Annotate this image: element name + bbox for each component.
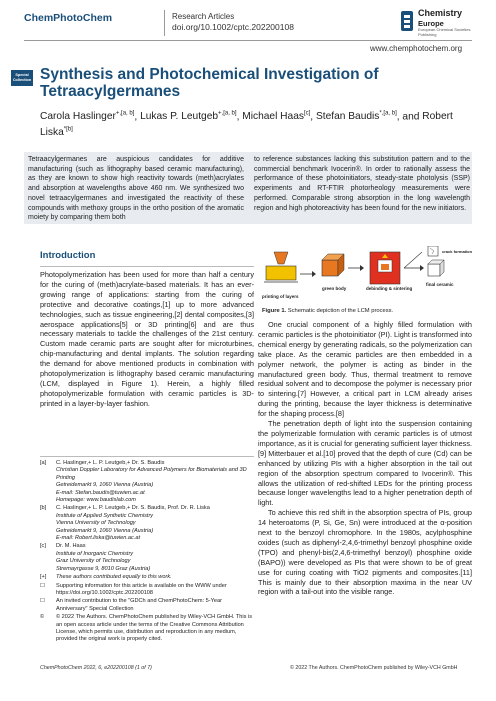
publisher-name-line1: Chemistry — [418, 8, 463, 18]
figure-label: debinding & sintering — [366, 286, 413, 291]
document-icon: ☐ — [40, 582, 46, 589]
author: Robert Liska$^{*[b]}$ — [40, 111, 453, 138]
header-rule — [24, 40, 472, 41]
intro-paragraph: Photopolymerization has been used for more than half a century for the curing of (meth)acrylate-based materials. It has an ever-growing range of applications: starting from the curing of protective and decorative coatings,[1] up to more advanced technologies, such as tissue engineering,[2] dental composites,[3] aerospace applications[5] or 3D printing[6] and are thus necessary materials to tackle the challenges of the 21st century. Custom made ceramic parts are sought after for microturbines, chip-manufacturing and dental implants. The solution regarding the demand for above mentioned products in combination with photopolymerization is lithography based ceramic manufacturing (LCM, displayed in Figure 1). Herein, a highly filled photopolymerizable formulation with ceramic particles is 3D-printed in a layer-by-layer fashion. — [40, 270, 254, 408]
figure-label: final ceramic — [426, 282, 454, 287]
chemistry-europe-logo-icon — [400, 10, 414, 32]
body-paragraph: To achieve this red shift in the absorption spectra of PIs, group 14 heteroatoms (P, Si, Ge, Sn) were introduced at the α-position next to the benzoyl chromophore. In the 1980s, acylphosphine oxides (such as diphenyl-2,4,6-trimethyl benzoyl phosphine oxide (TPO) and phenyl-bis(2,4,6-trimethyl benzoyl) phosphine oxide (BAPO)) were developed as PIs that were shown to be of great use for curing coating with TiO2 pigments and composites.[11] This is mainly due to their absorption maxima in the near UV region with a tail-out into the visible range. — [258, 508, 472, 597]
body-paragraph: The penetration depth of light into the suspension containing the polymerizable formulation with ceramic particles is of utmost importance, as it is crucial for generating sufficient layer thickness.[9] Mitterbauer et al.[10] proved that the depth of cure (Cd) can be enhanced by utilizing PIs with a higher absorption in the tail out region of the absorption spectrum compared to Ivocerin®. This allows the utilization of red-shifted LEDs for the printing process because longer wavelengths lead to a higher penetration depth of light. — [258, 419, 473, 508]
badge-line1: Special — [15, 73, 29, 77]
section-rule — [40, 266, 254, 267]
article-type: Research Articles — [172, 12, 235, 21]
figure-label: green body — [322, 286, 347, 291]
body-paragraph: One crucial component of a highly filled formulation with ceramic particles is the photoinitiator (PI). Light is transformed into chemical energy by generating radicals, so the polymerization can take place. As the ceramic particles are then embedded in a polymer network, the polymer is acting as binder in the manufactured green body. Thus, thermal treatment to remove residual solvent and to decompose the polymer is necessary prior to sintering.[7] However, a critical part in LCM already arises during the printing, because the layer thickness is determinative for the shaping process.[8] — [258, 320, 472, 419]
lcm-process-figure — [260, 246, 472, 306]
figure-label: printing of layers — [262, 294, 299, 299]
special-collection-badge — [11, 70, 33, 86]
figure-caption: Figure 1. Schematic depiction of the LCM process. — [262, 308, 394, 314]
doi-link[interactable]: doi.org/10.1002/cptc.202200108 — [172, 22, 294, 32]
article-title: Synthesis and Photochemical Investigation of Tetraacylgermanes — [40, 66, 379, 100]
arrowhead-icon — [312, 271, 316, 277]
green-body-icon — [322, 254, 344, 276]
cracked-cube-icon — [428, 246, 438, 256]
author: Lukas P. Leutgeb$^{+,[a, b]}$ — [140, 111, 237, 123]
publisher-logo — [400, 8, 490, 38]
figure-label: crack formation — [442, 249, 472, 254]
header-divider — [164, 10, 165, 36]
author: Michael Haas[c] — [242, 111, 311, 123]
supporting-info-note: ☐ Supporting information for this article is available on the WWW under https://doi.org/10.1002/cptc.202200108 — [40, 582, 227, 596]
publisher-name-line2: Europe — [418, 19, 444, 28]
affiliation-c: [c] Dr. M. Haas Institute of Inorganic Chemistry Graz University of Technology Stremayrgasse 9, 8010 Graz (Austria) — [40, 543, 151, 572]
final-ceramic-icon — [428, 260, 444, 276]
site-url-link[interactable]: www.chemphotochem.org — [370, 44, 463, 53]
author: Stefan Baudis$^{*,[a, b]}$ — [315, 111, 397, 123]
badge-line2: Collection — [12, 78, 32, 82]
footer-citation: ChemPhotoChem 2022, 6, e202200108 (1 of 7) — [40, 665, 152, 671]
equal-contribution-note: [+] These authors contributed equally to this work. — [40, 574, 172, 581]
affiliation-rule — [40, 456, 254, 457]
arrow-icon — [404, 252, 422, 268]
collection-icon: ☐ — [40, 598, 46, 605]
affiliation-a: [a] C. Haslinger,+ L. P. Leutgeb,+ Dr. S. Baudis Christian Doppler Laboratory for Advanced Polymers for Biomaterials and 3D Printing Getreidemarkt 9, 1060 Vienna (Austria) E-mail: Stefan.baudis@tuwien.ac.at Homepage: www.baudislab.com — [40, 460, 247, 504]
abstract-left-column: Tetraacylgermanes are auspicious candidates for additive manufacturing (such as lithography based ceramic manufacturing), as they are known to show high reactivity towards (meth)acrylates and absorption at wavelengths above 460 nm. We synthesized two novel tetraacylgermanes and investigated the reactivity of these compounds with methoxy groups in the ortho position of the aromatic moiety by comparing them both — [28, 156, 244, 222]
open-access-icon: © — [40, 614, 45, 621]
journal-name: ChemPhotoChem — [24, 12, 113, 24]
printer-icon — [264, 252, 298, 282]
footer-copyright: © 2022 The Authors. ChemPhotoChem published by Wiley-VCH GmbH — [290, 665, 458, 671]
publisher-name-line3: European Chemical Societies Publishing — [418, 27, 471, 37]
right-column-text — [258, 320, 472, 597]
arrowhead-icon — [420, 265, 424, 271]
affiliation-b: [b] C. Haslinger,+ L. P. Leutgeb,+ Dr. S. Baudis, Prof. Dr. R. Liska Institute of Applied Synthetic Chemistry Vienna University of Technology Getreidemarkt 9, 1060 Vienna (Austria) E-mail: Robert.liska@tuwien.ac.at — [40, 505, 210, 542]
author: Carola Haslinger$^{+,[a, b]}$ — [40, 111, 135, 123]
arrowhead-icon — [360, 265, 364, 271]
section-heading-introduction: Introduction — [40, 250, 96, 261]
furnace-icon — [370, 252, 400, 284]
license-note: © © 2022 The Authors. ChemPhotoChem published by Wiley-VCH GmbH. This is an open access article under the terms of the Creative Commons Attribution License, which permits use, distribution and reproduction in any medium, provided the original work is properly cited. — [40, 614, 253, 643]
invited-contribution-note: ☐ An invited contribution to the "GDCh and ChemPhotoChem: 5-Year Anniversary" Special Collection — [40, 598, 222, 612]
author-list: Carola Haslinger$^{+,[a, b]}$, Lukas P. Leutgeb$^{+,[a, b]}$, Michael Haas[c], Stefan Baudis$^{*,[a, b]}$, and Robert Liska$^{*[b]}$ — [40, 111, 453, 138]
abstract-right-column: to reference substances lacking this substitution pattern and to the commercial benchmark Ivocerin®. In order to rationally assess the performance of these photoinitiators, steady-state photolysis (SSP) experiments and RT-FTIR photorheology measurements were performed. Comparable strong absorption in the long wavelength region and high photoreactivity has been found for the new initiators. — [254, 156, 470, 212]
affiliations-block — [40, 460, 254, 645]
